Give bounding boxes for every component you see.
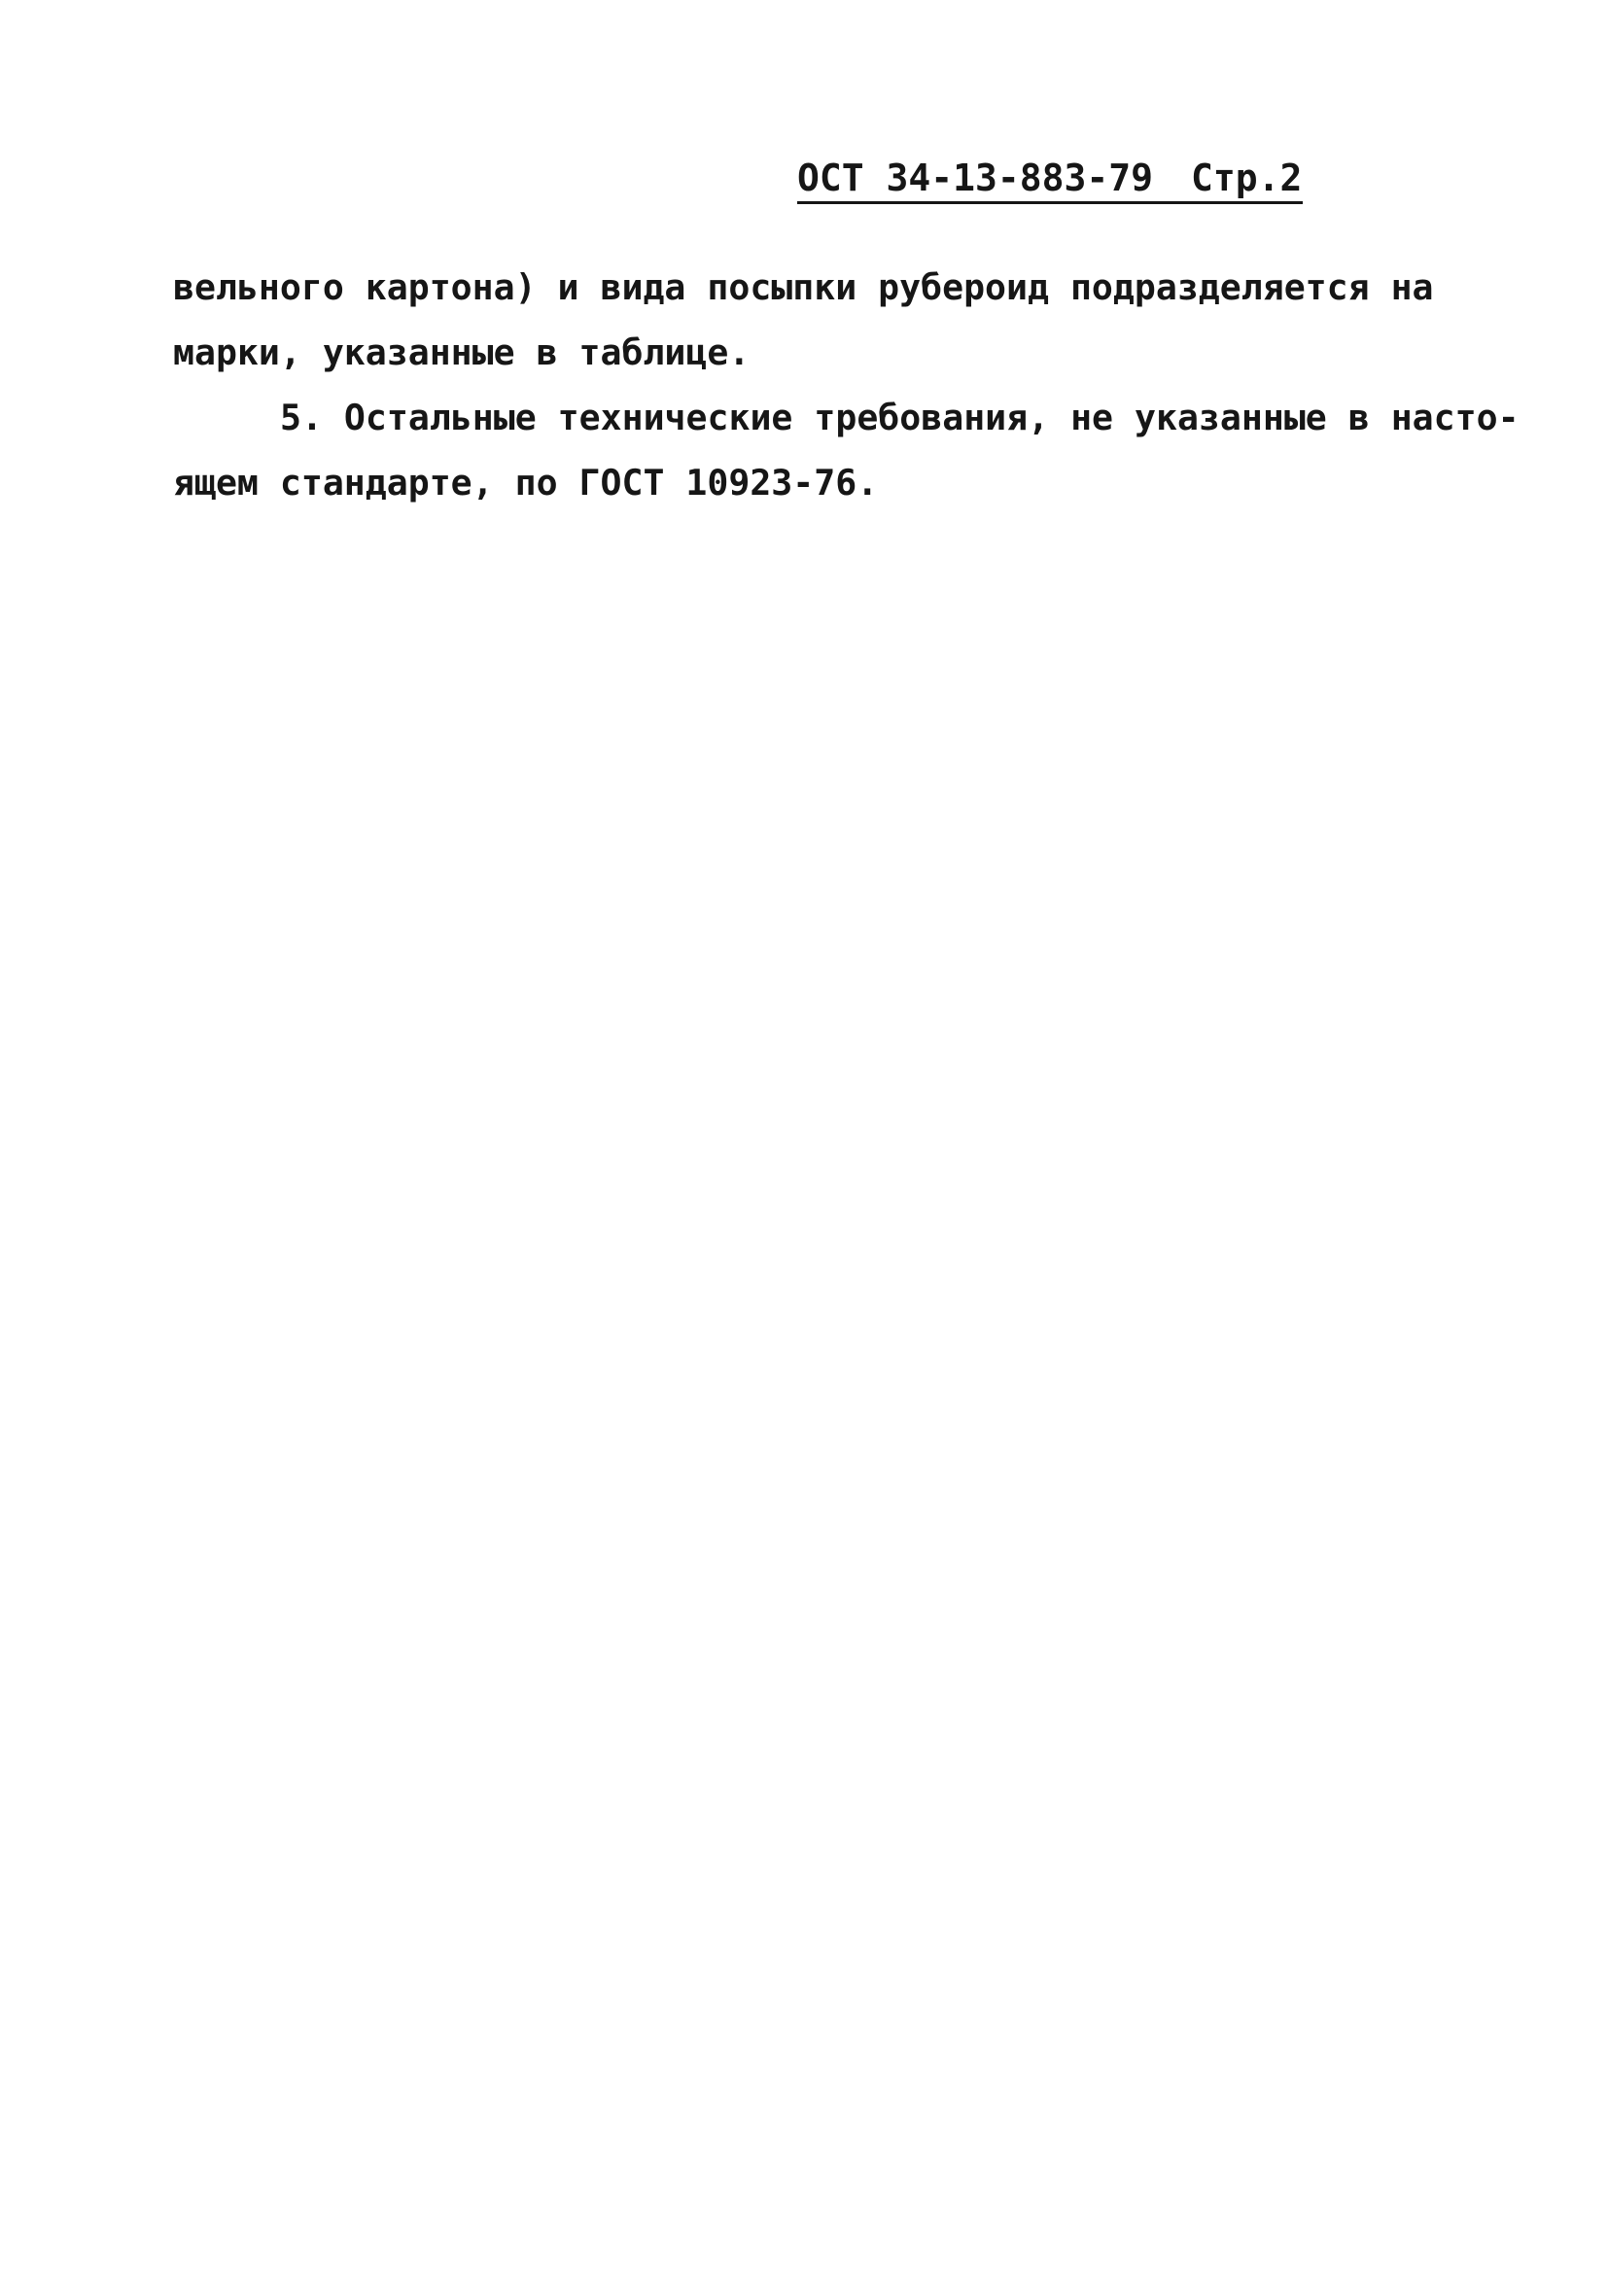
- text-line-1: вельного картона) и вида посыпки рубероид подразделяется на: [173, 266, 1434, 308]
- body-text: [173, 255, 1520, 515]
- page-number: Стр.2: [1191, 157, 1303, 199]
- paragraph-5-line-2: ящем стандарте, по ГОСТ 10923-76.: [173, 462, 879, 504]
- text-line-2: марки, указанные в таблице.: [173, 331, 751, 373]
- header-underline: [797, 201, 1303, 204]
- paragraph-5-line-1: 5. Остальные технические требования, не указанные в насто-: [280, 397, 1520, 438]
- page-header: [797, 154, 1303, 202]
- document-code: ОСТ 34-13-883-79: [797, 157, 1154, 199]
